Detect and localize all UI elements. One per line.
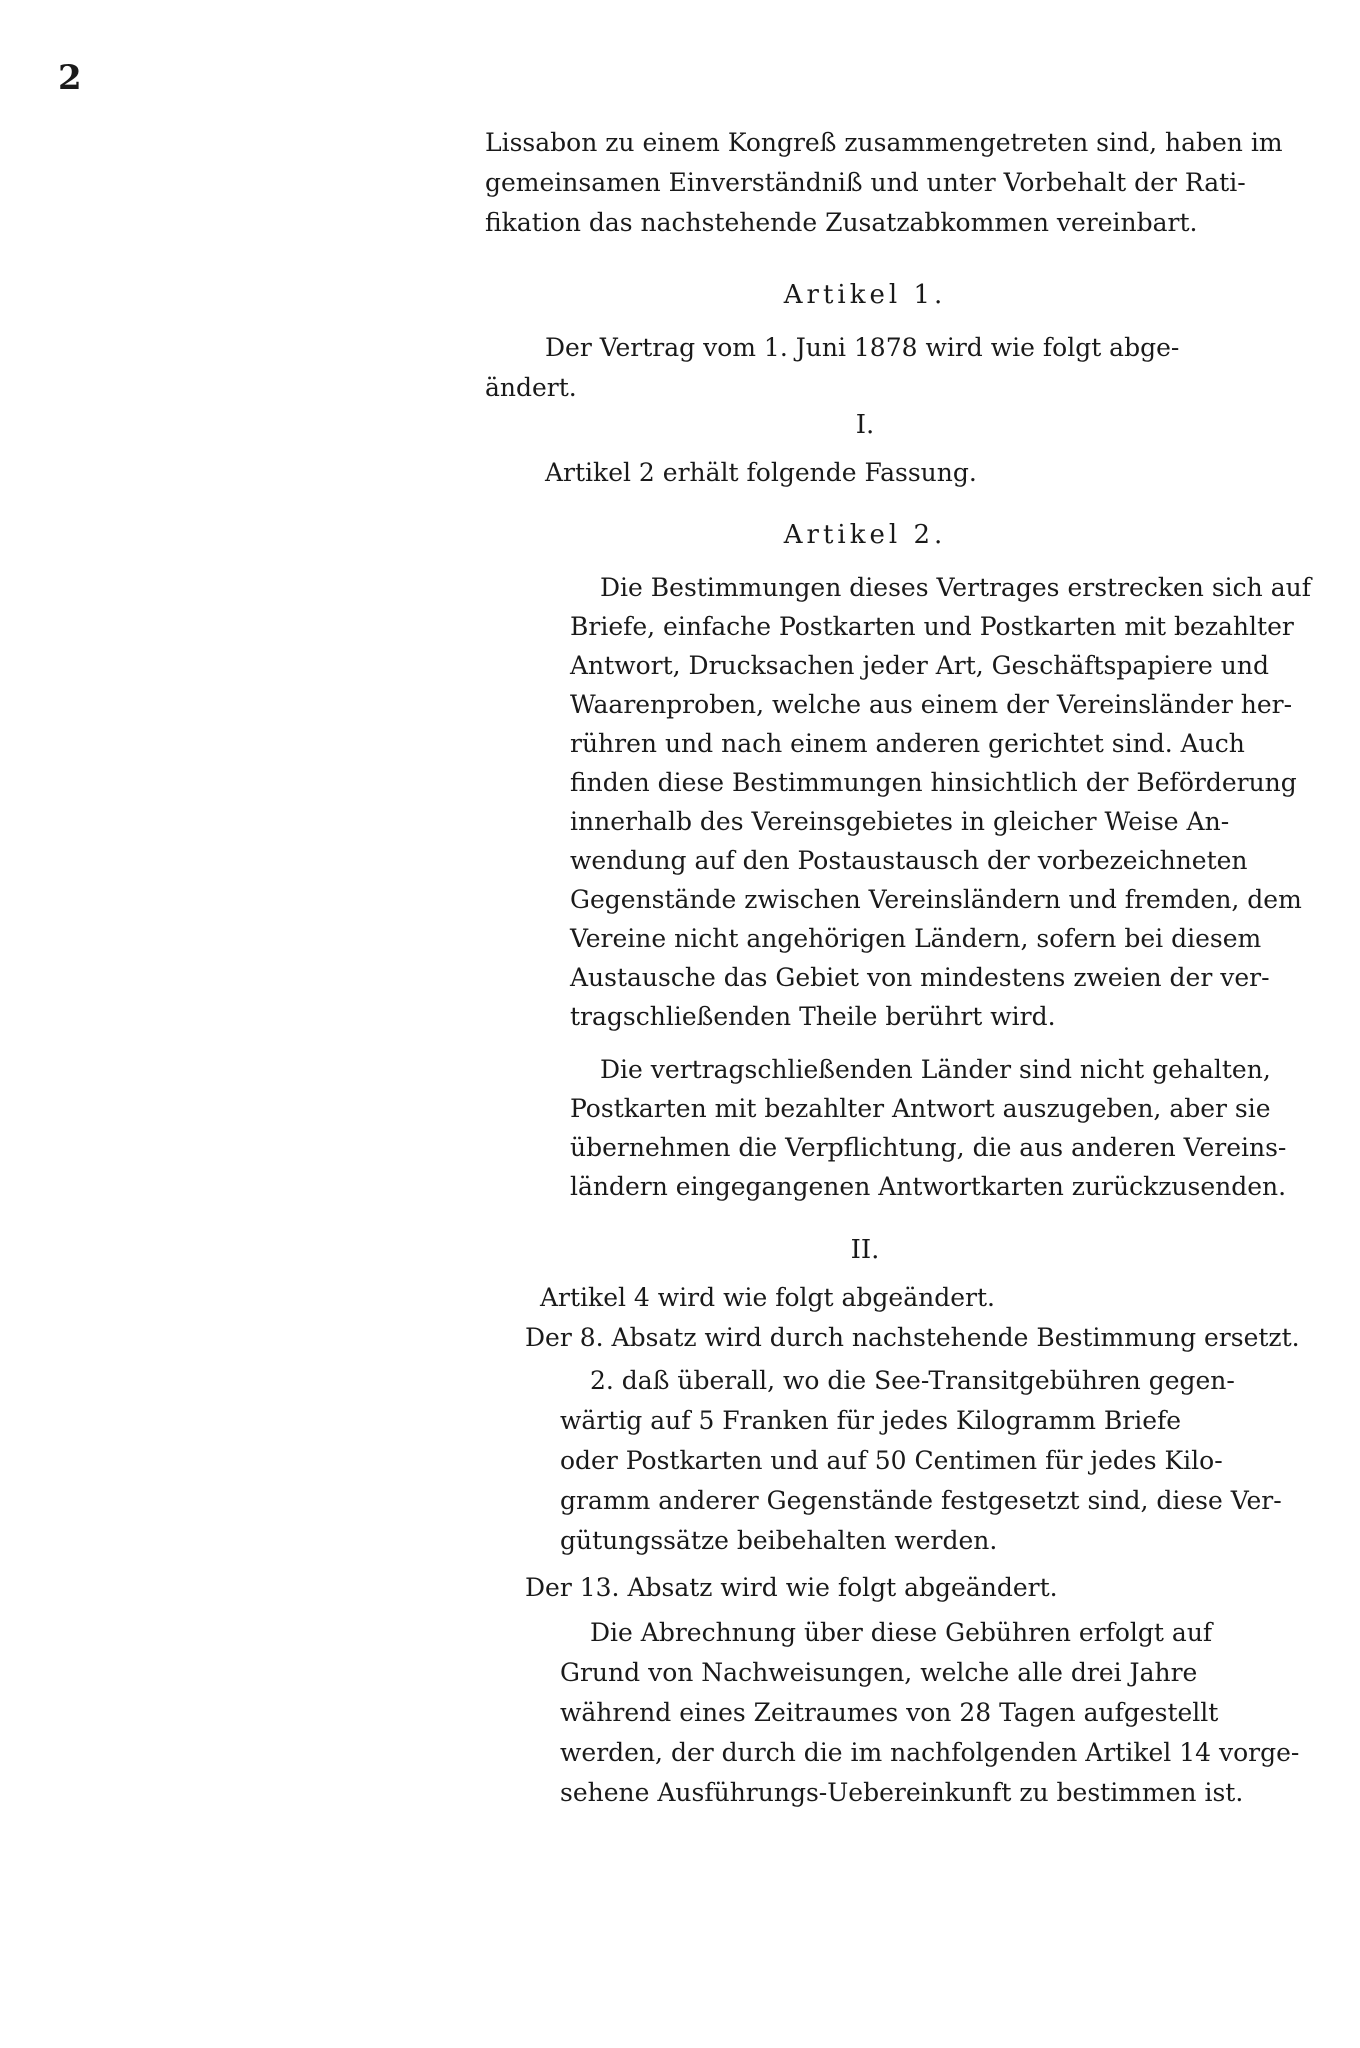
- article-2-line: Die vertragschließenden Länder sind nicht gehalten,: [600, 1055, 1271, 1084]
- abrechnung-line: Die Abrechnung über diese Gebühren erfolgt auf: [590, 1618, 1213, 1647]
- intro-line: Lissabon zu einem Kongreß zusammengetreten sind, haben im: [485, 128, 1283, 157]
- clause-line: gramm anderer Gegenstände festgesetzt sind, diese Ver-: [560, 1486, 1282, 1515]
- article-2-line: Waarenproben, welche aus einem der Vereinsländer her-: [570, 690, 1293, 719]
- article-2-line: innerhalb des Vereinsgebietes in gleicher Weise An-: [570, 807, 1230, 836]
- article-2-line: Briefe, einfache Postkarten und Postkarten mit bezahlter: [570, 612, 1294, 641]
- section-2-instruction: Artikel 4 wird wie folgt abgeändert.: [540, 1283, 995, 1312]
- article-2-line: ländern eingegangenen Antwortkarten zurückzusenden.: [570, 1172, 1287, 1201]
- section-2-instruction: Der 13. Absatz wird wie folgt abgeändert.: [525, 1573, 1058, 1602]
- abrechnung-line: werden, der durch die im nachfolgenden Artikel 14 vorge-: [560, 1738, 1300, 1767]
- clause-line: 2. daß überall, wo die See-Transitgebühren gegen-: [590, 1366, 1235, 1395]
- section-2-numeral: II.: [850, 1235, 880, 1265]
- clause-line: wärtig auf 5 Franken für jedes Kilogramm Briefe: [560, 1406, 1182, 1435]
- abrechnung-line: Grund von Nachweisungen, welche alle drei Jahre: [560, 1658, 1198, 1687]
- article-2-line: tragschließenden Theile berührt wird.: [570, 1002, 1056, 1031]
- article-1-line: ändert.: [485, 373, 577, 402]
- page-number: 2: [58, 58, 82, 98]
- clause-line: oder Postkarten und auf 50 Centimen für jedes Kilo-: [560, 1446, 1223, 1475]
- article-2-line: Austausche das Gebiet von mindestens zweien der ver-: [570, 963, 1270, 992]
- article-2-line: Gegenstände zwischen Vereinsländern und fremden, dem: [570, 885, 1302, 914]
- clause-line: gütungssätze beibehalten werden.: [560, 1526, 998, 1555]
- abrechnung-line: sehene Ausführungs-Uebereinkunft zu bestimmen ist.: [560, 1778, 1244, 1807]
- article-2-line: finden diese Bestimmungen hinsichtlich der Beförderung: [570, 768, 1297, 797]
- article-2-line: übernehmen die Verpflichtung, die aus anderen Vereins-: [570, 1133, 1287, 1162]
- article-2-heading: Artikel 2.: [783, 520, 947, 550]
- section-1-numeral: I.: [855, 410, 875, 440]
- article-2-line: Die Bestimmungen dieses Vertrages erstrecken sich auf: [600, 573, 1311, 602]
- intro-line: fikation das nachstehende Zusatzabkommen vereinbart.: [485, 208, 1198, 237]
- section-1-instruction: Artikel 2 erhält folgende Fassung.: [545, 458, 977, 487]
- article-1-heading: Artikel 1.: [783, 280, 947, 310]
- article-2-line: rühren und nach einem anderen gerichtet sind. Auch: [570, 729, 1245, 758]
- article-2-line: Vereine nicht angehörigen Ländern, sofern bei diesem: [570, 924, 1262, 953]
- abrechnung-line: während eines Zeitraumes von 28 Tagen aufgestellt: [560, 1698, 1219, 1727]
- article-2-line: wendung auf den Postaustausch der vorbezeichneten: [570, 846, 1248, 875]
- article-2-line: Postkarten mit bezahlter Antwort auszugeben, aber sie: [570, 1094, 1271, 1123]
- section-2-instruction: Der 8. Absatz wird durch nachstehende Bestimmung ersetzt.: [525, 1323, 1300, 1352]
- article-1-line: Der Vertrag vom 1. Juni 1878 wird wie folgt abge-: [545, 333, 1180, 362]
- intro-line: gemeinsamen Einverständniß und unter Vorbehalt der Rati-: [485, 168, 1246, 197]
- article-2-line: Antwort, Drucksachen jeder Art, Geschäftspapiere und: [570, 651, 1269, 680]
